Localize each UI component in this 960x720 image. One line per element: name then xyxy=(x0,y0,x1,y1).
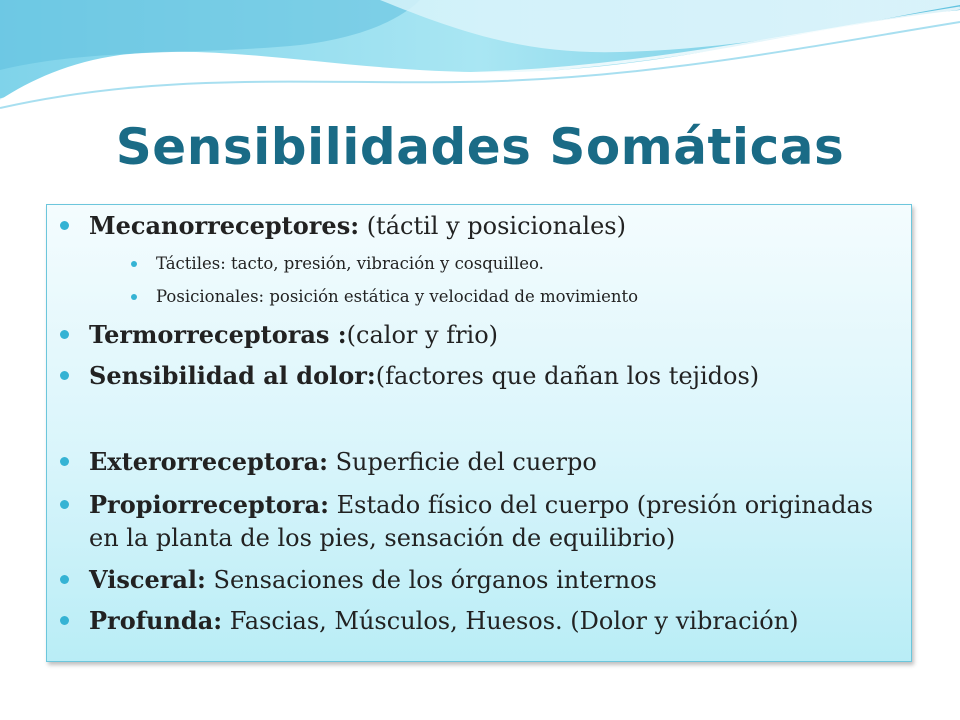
bullet-dot-icon xyxy=(60,500,69,509)
bullet-dot-icon xyxy=(60,457,69,466)
bullet-text: Posicionales: posición estática y velocidad de movimiento xyxy=(156,287,639,306)
bullet-dot-icon xyxy=(131,294,137,300)
bullet-dot-icon xyxy=(60,330,69,339)
bullet-text: Superficie del cuerpo xyxy=(327,448,597,476)
bullet-dot-icon xyxy=(60,371,69,380)
bullet-dot-icon xyxy=(131,261,137,267)
bullet-text: Fascias, Músculos, Huesos. (Dolor y vibración) xyxy=(222,607,799,635)
bullet-text: (calor y frio) xyxy=(346,321,499,349)
bullet-text: (factores que dañan los tejidos) xyxy=(375,362,760,390)
bullet-profunda xyxy=(47,604,911,637)
content-box xyxy=(46,204,912,662)
bullet-label: Mecanorreceptores: xyxy=(89,211,360,240)
bullet-text: Táctiles: tacto, presión, vibración y cosquilleo. xyxy=(156,254,544,273)
header-wave-decoration xyxy=(0,0,960,120)
bullet-text: Estado físico del cuerpo (presión originadas en la planta de los pies, sensación de equilibrio) xyxy=(89,491,874,552)
sub-bullet-posicionales xyxy=(47,286,911,308)
bullet-dot-icon xyxy=(60,221,69,230)
sub-bullet-tactiles xyxy=(47,253,911,275)
bullet-exterorreceptora xyxy=(47,445,911,478)
bullet-dot-icon xyxy=(60,616,69,625)
bullet-text: (táctil y posicionales) xyxy=(359,212,626,240)
slide-title: Sensibilidades Somáticas xyxy=(115,118,845,176)
bullet-label: Profunda: xyxy=(89,606,223,635)
bullet-label: Termorreceptoras : xyxy=(89,320,347,349)
bullet-visceral xyxy=(47,563,911,596)
bullet-termorreceptoras xyxy=(47,318,911,351)
bullet-label: Visceral: xyxy=(89,565,206,594)
bullet-text: Sensaciones de los órganos internos xyxy=(205,566,657,594)
bullet-label: Sensibilidad al dolor: xyxy=(89,361,376,390)
bullet-dot-icon xyxy=(60,575,69,584)
bullet-label: Exterorreceptora: xyxy=(89,447,328,476)
bullet-mecanorreceptores xyxy=(47,209,911,242)
bullet-sensibilidad-dolor xyxy=(47,359,911,392)
bullet-propiorreceptora xyxy=(47,488,911,554)
bullet-label: Propiorreceptora: xyxy=(89,490,329,519)
